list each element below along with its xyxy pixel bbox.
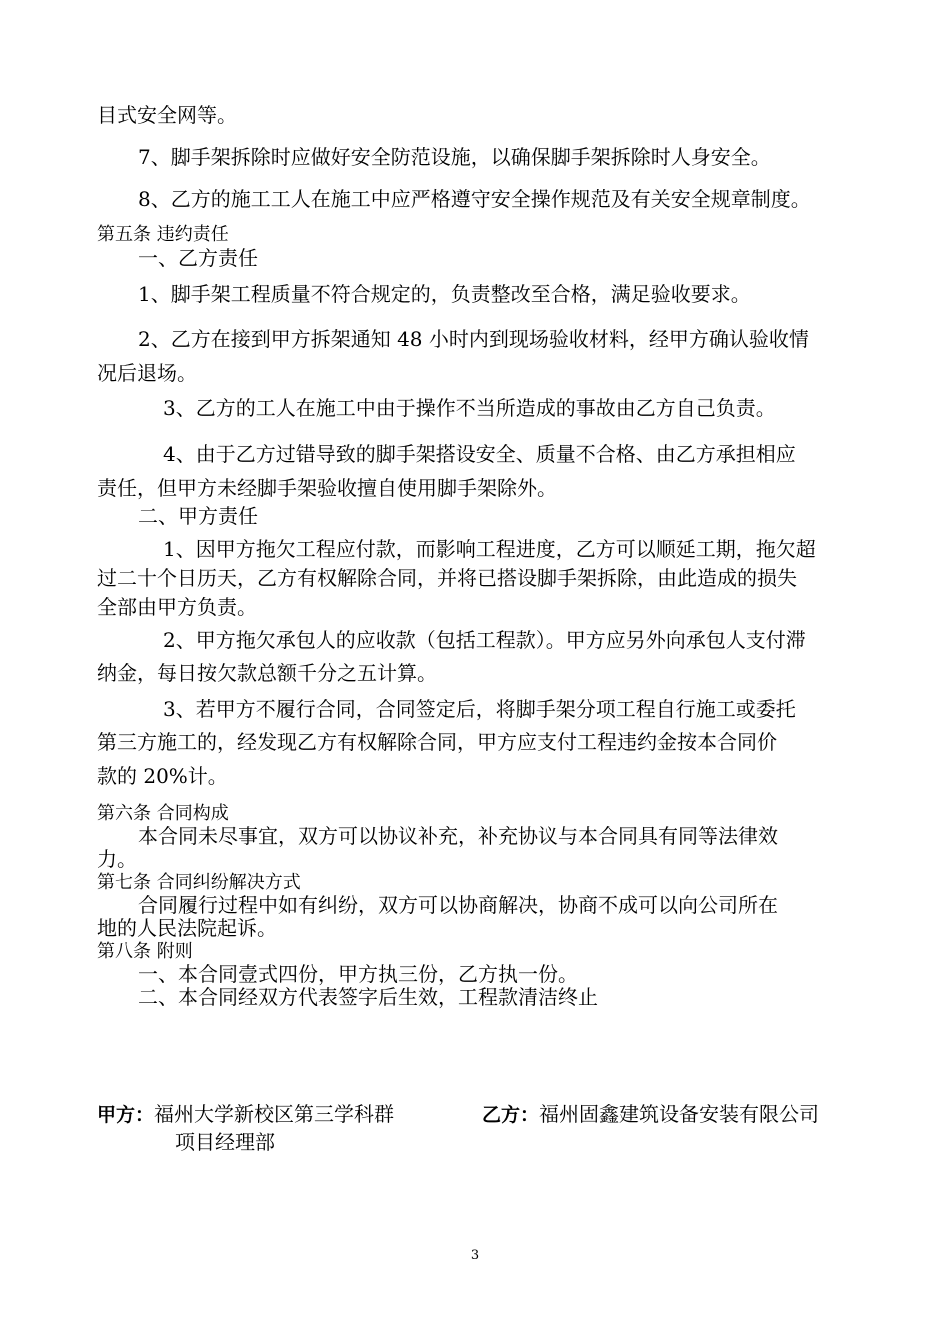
paragraph-line: 1、脚手架工程质量不符合规定的，负责整改至合格，满足验收要求。 (138, 282, 751, 306)
paragraph-line: 二、本合同经双方代表签字后生效，工程款清洁终止 (138, 985, 598, 1009)
page-number: 3 (470, 1248, 480, 1263)
party-b-label: 乙方： (482, 1104, 540, 1126)
paragraph-line: 款的 20%计。 (97, 764, 228, 788)
section-heading: 第八条 附则 (97, 941, 193, 962)
paragraph-line: 8、乙方的施工工人在施工中应严格遵守安全操作规范及有关安全规章制度。 (138, 187, 811, 211)
paragraph-line: 一、本合同壹式四份，甲方执三份，乙方执一份。 (138, 962, 578, 986)
paragraph-line: 目式安全网等。 (97, 103, 237, 127)
paragraph-line: 4、由于乙方过错导致的脚手架搭设安全、质量不合格、由乙方承担相应 (163, 442, 796, 466)
party-a-label: 甲方： (97, 1104, 155, 1126)
paragraph-line: 合同履行过程中如有纠纷，双方可以协商解决，协商不成可以向公司所在 (138, 893, 778, 917)
party-b-name: 福州固鑫建筑设备安装有限公司 (539, 1102, 820, 1126)
party-a-signature (97, 1102, 394, 1127)
paragraph-line: 第三方施工的，经发现乙方有权解除合同，甲方应支付工程违约金按本合同价 (97, 730, 777, 754)
paragraph-line: 纳金，每日按欠款总额千分之五计算。 (97, 661, 437, 685)
paragraph-line: 责任，但甲方未经脚手架验收擅自使用脚手架除外。 (97, 476, 557, 500)
subsection-heading: 一、乙方责任 (138, 246, 258, 270)
section-heading: 第五条 违约责任 (97, 224, 229, 245)
paragraph-line: 2、乙方在接到甲方拆架通知 48 小时内到现场验收材料，经甲方确认验收情 (138, 327, 809, 351)
section-heading: 第七条 合同纠纷解决方式 (97, 872, 301, 893)
paragraph-line: 7、脚手架拆除时应做好安全防范设施，以确保脚手架拆除时人身安全。 (138, 145, 771, 169)
paragraph-line: 全部由甲方负责。 (97, 595, 257, 619)
paragraph-line: 1、因甲方拖欠工程应付款，而影响工程进度，乙方可以顺延工期，拖欠超 (163, 537, 816, 561)
paragraph-line: 过二十个日历天，乙方有权解除合同，并将已搭设脚手架拆除，由此造成的损失 (97, 566, 797, 590)
paragraph-line: 力。 (97, 847, 137, 871)
paragraph-line: 2、甲方拖欠承包人的应收款（包括工程款）。甲方应另外向承包人支付滞 (163, 628, 806, 652)
section-heading: 第六条 合同构成 (97, 803, 229, 824)
party-a-name: 福州大学新校区第三学科群 (154, 1102, 395, 1126)
party-a-name-line2: 项目经理部 (175, 1130, 275, 1154)
paragraph-line: 地的人民法院起诉。 (97, 916, 277, 940)
paragraph-line: 本合同未尽事宜，双方可以协议补充，补充协议与本合同具有同等法律效 (138, 824, 778, 848)
paragraph-line: 3、乙方的工人在施工中由于操作不当所造成的事故由乙方自己负责。 (163, 396, 776, 420)
paragraph-line: 况后退场。 (97, 361, 197, 385)
subsection-heading: 二、甲方责任 (138, 504, 258, 528)
party-b-signature (482, 1102, 819, 1127)
paragraph-line: 3、若甲方不履行合同，合同签定后，将脚手架分项工程自行施工或委托 (163, 697, 796, 721)
